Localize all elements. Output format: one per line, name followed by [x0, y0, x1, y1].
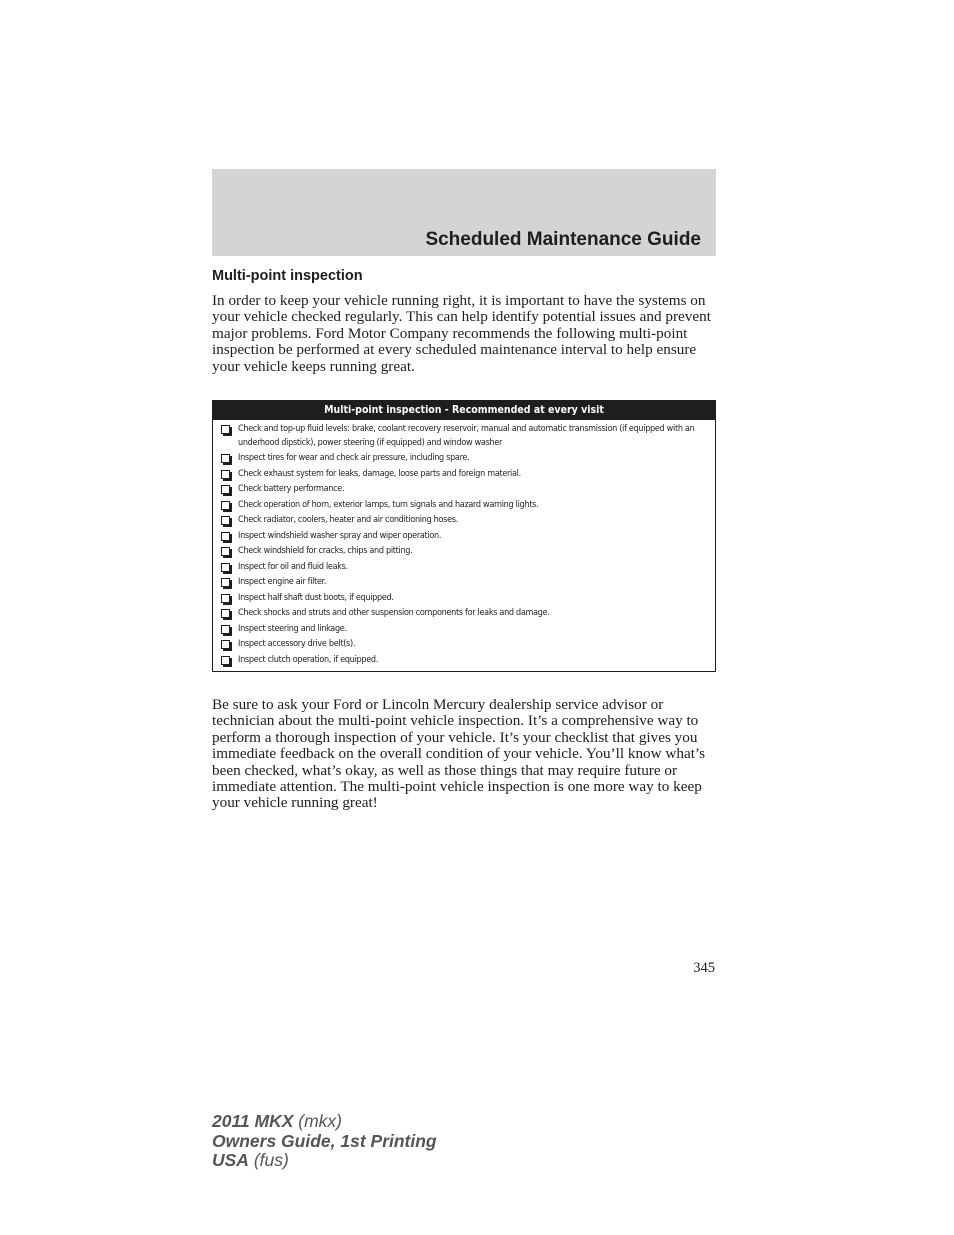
footer-region-code: (fus) — [248, 1150, 289, 1170]
checkbox-icon — [221, 594, 230, 603]
checkbox-icon — [221, 625, 230, 634]
checklist-item — [221, 499, 709, 513]
checklist-item-text: Check exhaust system for leaks, damage, loose parts and foreign material. — [238, 468, 521, 479]
checklist-item-text: Check battery performance. — [238, 484, 345, 494]
checkbox-icon — [221, 516, 230, 525]
document-footer — [212, 1112, 437, 1171]
checklist-item — [221, 530, 709, 544]
checkbox-icon — [221, 640, 230, 649]
footer-line-guide — [212, 1132, 437, 1152]
checklist-item — [221, 483, 709, 497]
checklist-items — [213, 420, 715, 667]
checklist-item-text: Inspect for oil and fluid leaks. — [238, 561, 348, 572]
checkbox-icon — [221, 501, 230, 510]
checklist-item-text: Inspect clutch operation, if equipped. — [238, 654, 378, 665]
checkbox-icon — [221, 470, 230, 479]
footer-line-model — [212, 1112, 437, 1132]
checklist-item-text: Check shocks and struts and other suspension components for leaks and damage. — [238, 608, 550, 618]
checkbox-icon — [221, 485, 230, 494]
footer-model-code: (mkx) — [293, 1111, 342, 1131]
intro-paragraph: In order to keep your vehicle running right, it is important to have the systems on your vehicle checked regularly. This can help identify potential issues and prevent major problems. Ford Motor Company recommends the following multi-point inspection be performed at every scheduled maintenance interval to help ensure your vehicle keeps running great. — [212, 292, 711, 375]
checkbox-icon — [221, 578, 230, 587]
checklist-item — [221, 514, 709, 528]
checklist-item-text: Check windshield for cracks, chips and pitting. — [238, 546, 413, 556]
footer-region: USA — [212, 1150, 249, 1170]
checklist-item — [221, 592, 709, 606]
footer-line-region — [212, 1151, 437, 1171]
checklist-item — [221, 468, 709, 482]
checklist-item — [221, 623, 709, 637]
section-heading: Multi-point inspection — [212, 268, 363, 284]
checkbox-icon — [221, 547, 230, 556]
checklist-item-text: Inspect windshield washer spray and wiper operation. — [238, 530, 442, 541]
checklist-item-text: Check operation of horn, exterior lamps, turn signals and hazard warning lights. — [238, 499, 539, 510]
checkbox-icon — [221, 532, 230, 541]
checklist-item — [221, 654, 709, 668]
page-number: 345 — [693, 960, 715, 976]
inspection-checklist — [212, 400, 716, 672]
checkbox-icon — [221, 563, 230, 572]
checklist-item — [221, 545, 709, 559]
checklist-item-text: Check radiator, coolers, heater and air conditioning hoses. — [238, 515, 458, 525]
footer-model: 2011 MKX — [212, 1111, 294, 1131]
checkbox-icon — [221, 609, 230, 618]
checkbox-icon — [221, 656, 230, 665]
checklist-item-text: Inspect accessory drive belt(s). — [238, 639, 356, 649]
checklist-item-text: Inspect engine air filter. — [238, 577, 327, 587]
footer-guide: Owners Guide, 1st Printing — [212, 1130, 437, 1151]
checklist-item-text: Check and top-up fluid levels: brake, coolant recovery reservoir, manual and automatic transmission (if equipped with an underhood dipstick), power steering (if equipped) and window washer — [238, 424, 695, 448]
header-band — [212, 169, 716, 256]
checklist-item — [221, 638, 709, 652]
checklist-header: Multi-point inspection - Recommended at every visit — [213, 401, 715, 420]
checklist-item — [221, 561, 709, 575]
checklist-item — [221, 423, 709, 450]
checklist-item-text: Inspect half shaft dust boots, if equipped. — [238, 592, 394, 603]
checkbox-icon — [221, 454, 230, 463]
checklist-item-text: Inspect steering and linkage. — [238, 623, 347, 634]
checklist-item — [221, 607, 709, 621]
checklist-item — [221, 452, 709, 466]
page-title: Scheduled Maintenance Guide — [425, 229, 701, 250]
checklist-item-text: Inspect tires for wear and check air pressure, including spare. — [238, 453, 470, 463]
checkbox-icon — [221, 425, 230, 434]
checklist-item — [221, 576, 709, 590]
outro-paragraph: Be sure to ask your Ford or Lincoln Mercury dealership service advisor or technician about the multi-point vehicle inspection. It’s a comprehensive way to perform a thorough inspection of your vehicle. It’s your checklist that gives you immediate feedback on the overall condition of your vehicle. You’ll know what’s been checked, what’s okay, as well as those things that may require future or immediate attention. The multi-point vehicle inspection is one more way to keep your vehicle running great! — [212, 696, 706, 812]
